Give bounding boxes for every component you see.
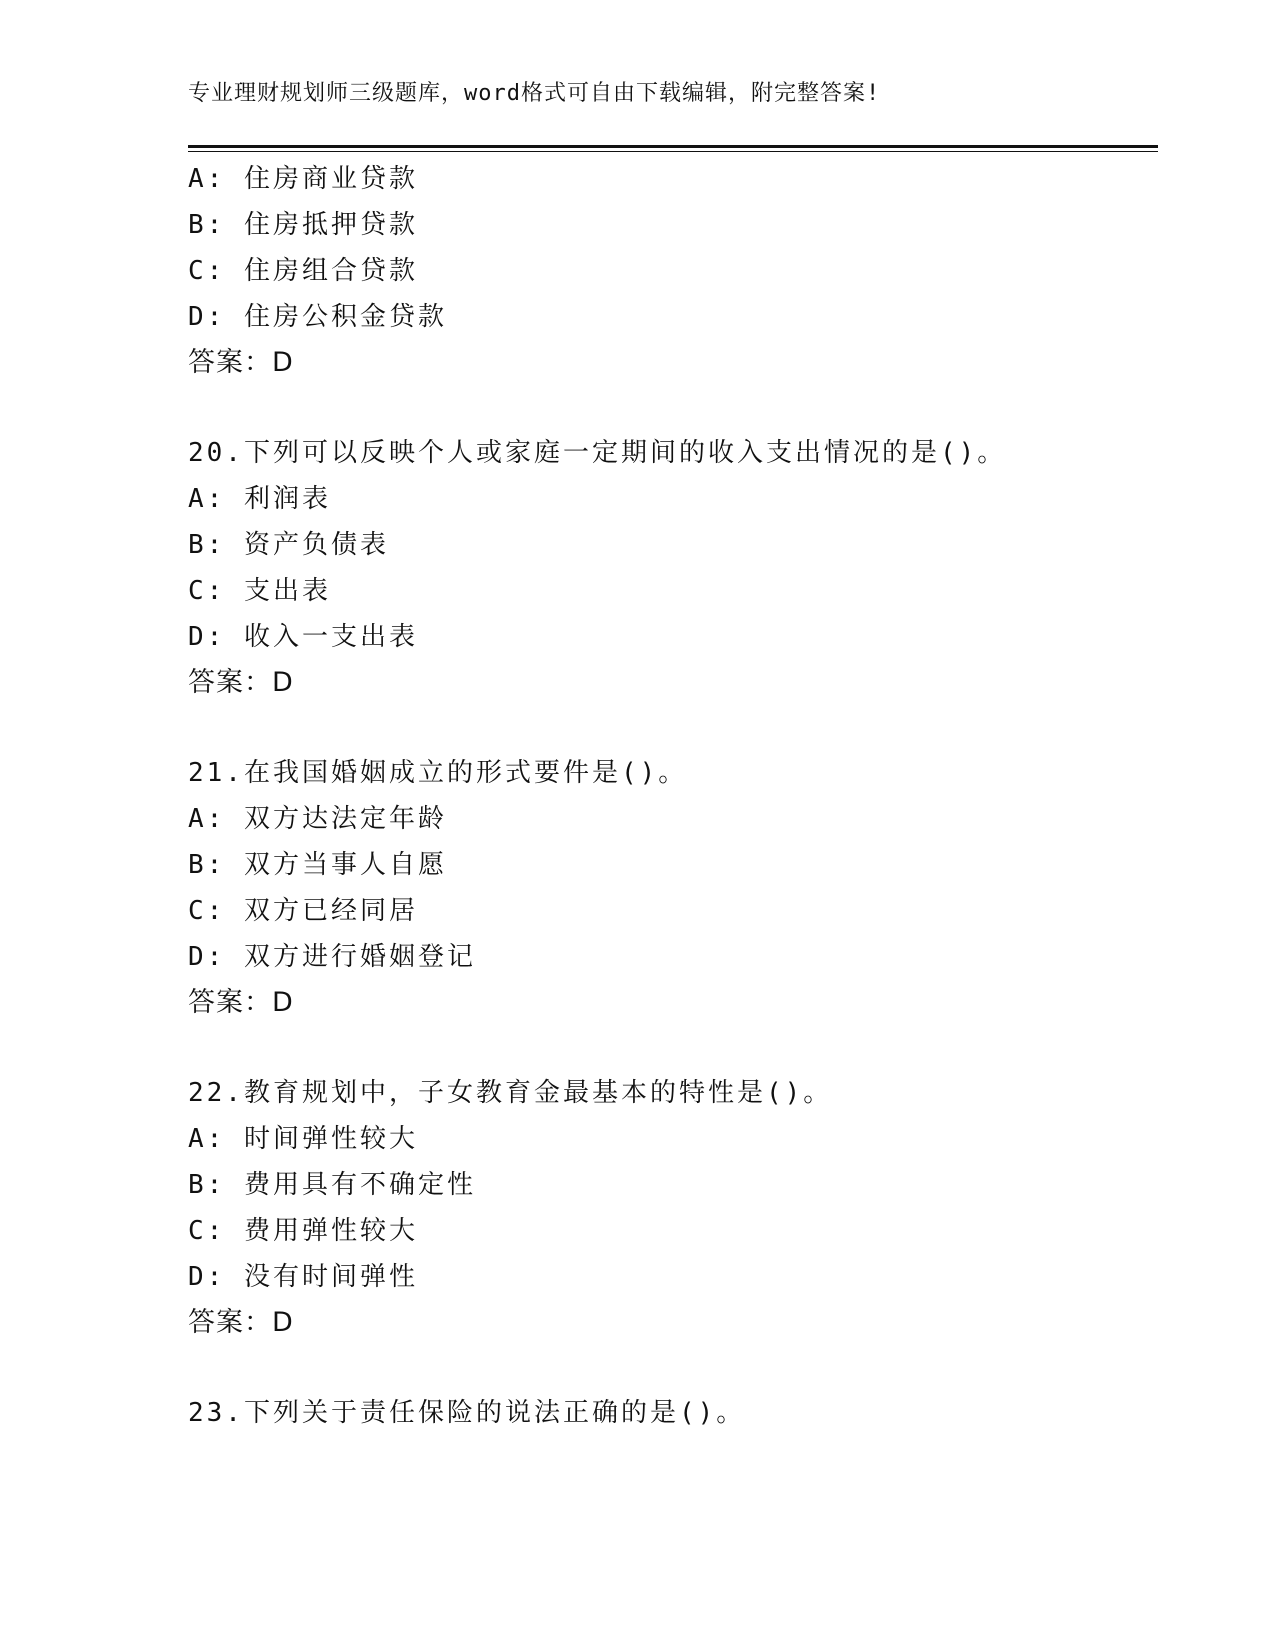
option-c: C: 支出表 bbox=[188, 576, 331, 606]
answer: 答案：D bbox=[188, 1307, 294, 1338]
spacer bbox=[188, 1026, 1148, 1070]
option-b: B: 资产负债表 bbox=[188, 530, 389, 560]
header-divider-thick bbox=[188, 145, 1158, 148]
option-c: C: 费用弹性较大 bbox=[188, 1216, 418, 1246]
option-b: B: 双方当事人自愿 bbox=[188, 850, 447, 880]
option-a: A: 住房商业贷款 bbox=[188, 164, 418, 194]
option-c: C: 双方已经同居 bbox=[188, 896, 418, 926]
question-21 bbox=[188, 750, 1148, 1026]
option-d: D: 住房公积金贷款 bbox=[188, 302, 447, 332]
option-a: A: 双方达法定年龄 bbox=[188, 804, 447, 834]
page-header: 专业理财规划师三级题库，word格式可自由下载编辑，附完整答案! bbox=[188, 81, 881, 106]
option-a: A: 时间弹性较大 bbox=[188, 1124, 418, 1154]
option-b: B: 住房抵押贷款 bbox=[188, 210, 418, 240]
answer: 答案：D bbox=[188, 347, 294, 378]
question-22 bbox=[188, 1070, 1148, 1346]
question-19 bbox=[188, 156, 1148, 386]
question-stem: 22.教育规划中，子女教育金最基本的特性是()。 bbox=[188, 1078, 833, 1108]
question-stem: 21.在我国婚姻成立的形式要件是()。 bbox=[188, 758, 688, 788]
spacer bbox=[188, 706, 1148, 750]
spacer bbox=[188, 1346, 1148, 1390]
option-c: C: 住房组合贷款 bbox=[188, 256, 418, 286]
question-stem: 20.下列可以反映个人或家庭一定期间的收入支出情况的是()。 bbox=[188, 438, 1007, 468]
question-stem: 23.下列关于责任保险的说法正确的是()。 bbox=[188, 1398, 746, 1428]
spacer bbox=[188, 386, 1148, 430]
option-b: B: 费用具有不确定性 bbox=[188, 1170, 476, 1200]
header-divider-thin bbox=[188, 151, 1158, 152]
answer: 答案：D bbox=[188, 987, 294, 1018]
option-d: D: 收入一支出表 bbox=[188, 622, 418, 652]
answer: 答案：D bbox=[188, 667, 294, 698]
question-20 bbox=[188, 430, 1148, 706]
option-a: A: 利润表 bbox=[188, 484, 331, 514]
option-d: D: 双方进行婚姻登记 bbox=[188, 942, 476, 972]
option-d: D: 没有时间弹性 bbox=[188, 1262, 418, 1292]
question-list bbox=[188, 156, 1148, 1436]
question-23 bbox=[188, 1390, 1148, 1436]
